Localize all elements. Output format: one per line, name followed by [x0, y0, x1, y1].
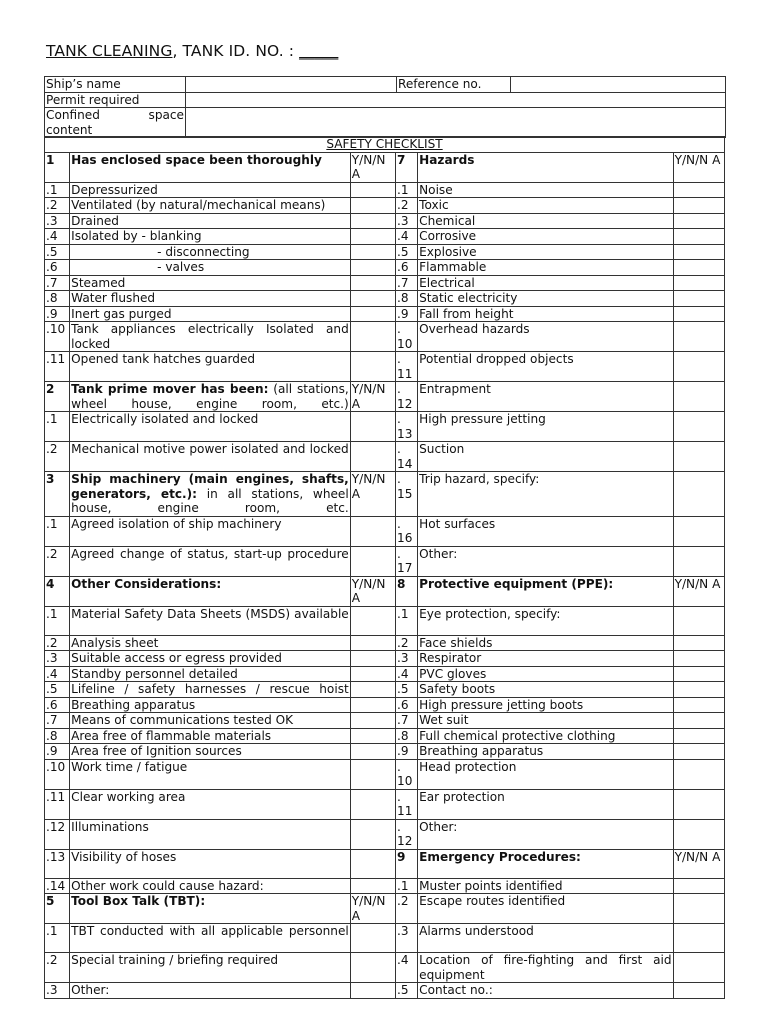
- checklist-row: [45, 744, 725, 760]
- item-number: .2: [45, 635, 70, 651]
- checklist-item: Hot surfaces: [418, 516, 673, 546]
- yn-answer-field[interactable]: [350, 306, 395, 322]
- item-number: . 10: [396, 759, 418, 789]
- yn-answer-field[interactable]: [673, 260, 724, 276]
- checklist-item: Face shields: [418, 635, 673, 651]
- section-title: [418, 576, 673, 606]
- reference-no-field[interactable]: [511, 77, 726, 93]
- checklist-item: Analysis sheet: [70, 635, 351, 651]
- checklist-row: [45, 306, 725, 322]
- checklist-row: [45, 516, 725, 546]
- checklist-item: Location of fire-fighting and first aid equipment: [419, 953, 672, 982]
- checklist-item: Drained: [70, 213, 351, 229]
- item-number: .13: [45, 849, 70, 878]
- checklist-title: SAFETY CHECKLIST: [45, 137, 725, 153]
- yn-answer-field[interactable]: [673, 651, 724, 667]
- checklist-item: Agreed change of status, start-up procedure: [70, 546, 351, 576]
- yn-answer-field[interactable]: [350, 651, 395, 667]
- checklist-row: [45, 635, 725, 651]
- checklist-item: Depressurized: [70, 182, 351, 198]
- item-number: .4: [396, 229, 418, 245]
- checklist-row: [45, 213, 725, 229]
- section-title: [70, 382, 351, 412]
- checklist-item: - valves: [70, 260, 351, 276]
- item-number: . 12: [396, 819, 418, 849]
- item-number: . 16: [396, 516, 418, 546]
- item-number: .8: [396, 291, 418, 307]
- checklist-item: Trip hazard, specify:: [418, 472, 673, 517]
- section-title-bold: Emergency Procedures:: [419, 849, 581, 864]
- yn-answer-field[interactable]: [350, 682, 395, 698]
- yn-answer-field[interactable]: [350, 322, 395, 352]
- item-number: .5: [45, 244, 70, 260]
- yn-answer-field[interactable]: [350, 819, 395, 849]
- section-title-bold: Hazards: [419, 152, 475, 167]
- yn-answer-field[interactable]: [350, 352, 395, 382]
- yn-answer-field[interactable]: [350, 744, 395, 760]
- checklist-item: Breathing apparatus: [418, 744, 673, 760]
- checklist-item: Fall from height: [418, 306, 673, 322]
- yn-answer-field[interactable]: [673, 275, 724, 291]
- yn-answer-field[interactable]: [673, 291, 724, 307]
- confined-space-label: Confined space content: [46, 108, 184, 137]
- checklist-row: [45, 697, 725, 713]
- yn-answer-field[interactable]: [350, 697, 395, 713]
- checklist-row: [45, 291, 725, 307]
- yn-answer-field[interactable]: [350, 244, 395, 260]
- yn-answer-field[interactable]: [350, 412, 395, 442]
- item-number: .3: [45, 983, 70, 999]
- item-number: . 15: [396, 472, 418, 517]
- yn-answer-field[interactable]: [673, 198, 724, 214]
- checklist-item: Potential dropped objects: [418, 352, 673, 382]
- checklist-item: Steamed: [70, 275, 351, 291]
- checklist-item: Mechanical motive power isolated and locked: [70, 442, 351, 472]
- checklist-item: High pressure jetting: [418, 412, 673, 442]
- checklist-row: [45, 198, 725, 214]
- document-title: [46, 42, 338, 60]
- section-number: 2: [45, 382, 70, 412]
- section-number: 9: [396, 849, 418, 878]
- checklist-item: Means of communications tested OK: [70, 713, 351, 729]
- title-rest: , TANK ID. NO. :: [172, 42, 300, 60]
- item-number: .3: [396, 924, 418, 953]
- yn-answer-field[interactable]: [350, 516, 395, 546]
- section-title: [70, 576, 351, 606]
- yn-answer-field[interactable]: [673, 819, 724, 849]
- section-title-bold: Protective equipment (PPE):: [419, 576, 614, 591]
- section-title: [70, 894, 351, 924]
- checklist-row: [45, 606, 725, 635]
- checklist-item: Breathing apparatus: [70, 697, 351, 713]
- checklist-item: Safety boots: [418, 682, 673, 698]
- checklist-item: High pressure jetting boots: [418, 697, 673, 713]
- checklist-item: Full chemical protective clothing: [418, 728, 673, 744]
- item-number: .9: [396, 306, 418, 322]
- checklist-item: Escape routes identified: [418, 894, 673, 924]
- checklist-item: Other:: [418, 819, 673, 849]
- yn-answer-field[interactable]: [673, 546, 724, 576]
- section-title: [70, 152, 351, 182]
- item-number: .3: [45, 651, 70, 667]
- item-number: .2: [45, 442, 70, 472]
- yn-answer-field[interactable]: [673, 744, 724, 760]
- checklist-item: Standby personnel detailed: [70, 666, 351, 682]
- checklist-row: [45, 275, 725, 291]
- checklist-item: Respirator: [418, 651, 673, 667]
- yn-answer-field[interactable]: [673, 442, 724, 472]
- item-number: .2: [45, 198, 70, 214]
- checklist-item: Toxic: [418, 198, 673, 214]
- yn-answer-field[interactable]: [673, 953, 724, 983]
- checklist-item: Corrosive: [418, 229, 673, 245]
- checklist-item: Contact no.:: [418, 983, 673, 999]
- item-number: .2: [396, 894, 418, 924]
- checklist-item: Lifeline / safety harnesses / rescue hoist: [71, 682, 349, 696]
- section-number: 1: [45, 152, 70, 182]
- checklist-row: [45, 260, 725, 276]
- checklist-item: Overhead hazards: [418, 322, 673, 352]
- yn-answer-field[interactable]: [350, 198, 395, 214]
- item-number: .5: [396, 244, 418, 260]
- yn-answer-field[interactable]: [350, 182, 395, 198]
- checklist-row: [45, 412, 725, 442]
- permit-required-field[interactable]: [186, 92, 726, 108]
- item-number: . 12: [396, 382, 418, 412]
- ships-name-label: Ship’s name: [45, 77, 186, 93]
- item-number: . 13: [396, 412, 418, 442]
- item-number: .5: [396, 983, 418, 999]
- checklist-item: Wet suit: [418, 713, 673, 729]
- yn-header: Y/N/N A: [350, 894, 395, 924]
- yn-answer-field[interactable]: [350, 275, 395, 291]
- section-title: [418, 152, 673, 182]
- checklist-item: Chemical: [418, 213, 673, 229]
- tank-id-blank[interactable]: _____: [299, 42, 339, 60]
- section-number: 3: [45, 472, 70, 517]
- confined-space-field[interactable]: [186, 108, 726, 138]
- checklist-row: [45, 924, 725, 953]
- yn-answer-field[interactable]: [673, 713, 724, 729]
- checklist-item: Work time / fatigue: [70, 759, 351, 789]
- yn-answer-field[interactable]: [673, 983, 724, 999]
- checklist-item: Agreed isolation of ship machinery: [70, 516, 351, 546]
- yn-answer-field[interactable]: [350, 546, 395, 576]
- checklist-item: Other:: [418, 546, 673, 576]
- item-number: . 17: [396, 546, 418, 576]
- item-number: .7: [45, 275, 70, 291]
- yn-header: Y/N/N A: [350, 472, 395, 517]
- yn-answer-field[interactable]: [350, 606, 395, 635]
- item-number: .2: [396, 635, 418, 651]
- yn-answer-field[interactable]: [673, 682, 724, 698]
- item-number: .6: [45, 697, 70, 713]
- checklist-item: Inert gas purged: [70, 306, 351, 322]
- checklist-item: Electrical: [418, 275, 673, 291]
- yn-header: Y/N/N A: [350, 152, 395, 182]
- yn-answer-field[interactable]: [350, 635, 395, 651]
- checklist-row: [45, 983, 725, 999]
- checklist-item: Area free of Ignition sources: [70, 744, 351, 760]
- ships-name-field[interactable]: [186, 77, 397, 93]
- yn-answer-field[interactable]: [350, 759, 395, 789]
- yn-answer-field[interactable]: [673, 635, 724, 651]
- checklist-item: Alarms understood: [418, 924, 673, 953]
- section-number: 5: [45, 894, 70, 924]
- yn-answer-field[interactable]: [673, 182, 724, 198]
- yn-answer-field[interactable]: [673, 322, 724, 352]
- section-title: [418, 849, 673, 878]
- checklist-item: Ventilated (by natural/mechanical means): [70, 198, 351, 214]
- checklist-item: Suitable access or egress provided: [70, 651, 351, 667]
- title-main: TANK CLEANING: [46, 42, 173, 60]
- checklist-row: [45, 229, 725, 245]
- section-title-note: in all stations, wheel house, engine room, etc.: [71, 486, 349, 515]
- yn-answer-field[interactable]: [350, 260, 395, 276]
- yn-answer-field[interactable]: [673, 666, 724, 682]
- item-number: .1: [45, 606, 70, 635]
- checklist-item: Muster points identified: [418, 878, 673, 894]
- checklist-item: Head protection: [418, 759, 673, 789]
- checklist-item: Noise: [418, 182, 673, 198]
- yn-answer-field[interactable]: [673, 924, 724, 953]
- item-number: .12: [45, 819, 70, 849]
- checklist-item: Material Safety Data Sheets (MSDS) available: [70, 606, 351, 635]
- yn-answer-field[interactable]: [350, 713, 395, 729]
- item-number: .5: [45, 682, 70, 698]
- yn-answer-field[interactable]: [673, 606, 724, 635]
- yn-answer-field[interactable]: [673, 472, 724, 517]
- item-number: . 11: [396, 352, 418, 382]
- checklist-item: Water flushed: [70, 291, 351, 307]
- item-number: .3: [396, 213, 418, 229]
- checklist-item: PVC gloves: [418, 666, 673, 682]
- yn-answer-field[interactable]: [673, 229, 724, 245]
- yn-answer-field[interactable]: [673, 306, 724, 322]
- yn-answer-field[interactable]: [350, 666, 395, 682]
- checklist-row: [45, 182, 725, 198]
- checklist-row: [45, 759, 725, 789]
- checklist-row: [45, 352, 725, 382]
- yn-header: Y/N/N A: [350, 576, 395, 606]
- item-number: . 14: [396, 442, 418, 472]
- item-number: .14: [45, 878, 70, 894]
- item-number: .6: [396, 697, 418, 713]
- checklist-item: - disconnecting: [70, 244, 351, 260]
- section-title-bold: Other Considerations:: [71, 576, 222, 591]
- yn-answer-field[interactable]: [673, 352, 724, 382]
- yn-header: Y/N/N A: [673, 576, 724, 606]
- header-table: [44, 76, 726, 138]
- yn-answer-field[interactable]: [350, 849, 395, 878]
- checklist-row: [45, 666, 725, 682]
- checklist-item: Isolated by - blanking: [70, 229, 351, 245]
- section-title-bold: Ship machinery (main engines, shafts, generators, etc.):: [71, 472, 349, 501]
- yn-answer-field[interactable]: [673, 516, 724, 546]
- checklist-item: Suction: [418, 442, 673, 472]
- yn-header: Y/N/N A: [673, 152, 724, 182]
- item-number: .5: [396, 682, 418, 698]
- checklist-item: Electrically isolated and locked: [70, 412, 351, 442]
- checklist-item: Area free of flammable materials: [70, 728, 351, 744]
- yn-answer-field[interactable]: [350, 789, 395, 819]
- checklist-row: [45, 713, 725, 729]
- item-number: .4: [45, 666, 70, 682]
- item-number: .1: [45, 412, 70, 442]
- item-number: .4: [45, 229, 70, 245]
- yn-answer-field[interactable]: [350, 229, 395, 245]
- checklist-item: Clear working area: [70, 789, 351, 819]
- yn-header: Y/N/N A: [673, 849, 724, 878]
- item-number: .1: [45, 182, 70, 198]
- yn-answer-field[interactable]: [673, 759, 724, 789]
- yn-answer-field[interactable]: [350, 953, 395, 983]
- item-number: .1: [45, 516, 70, 546]
- item-number: .8: [45, 728, 70, 744]
- yn-answer-field[interactable]: [673, 382, 724, 412]
- yn-answer-field[interactable]: [673, 878, 724, 894]
- checklist-item: Eye protection, specify:: [418, 606, 673, 635]
- checklist-row: [45, 728, 725, 744]
- item-number: . 11: [396, 789, 418, 819]
- yn-answer-field[interactable]: [673, 213, 724, 229]
- item-number: .10: [45, 759, 70, 789]
- checklist-item: Special training / briefing required: [70, 953, 351, 983]
- checklist-row: [45, 953, 725, 983]
- checklist-item: Other:: [70, 983, 351, 999]
- checklist-item: Flammable: [418, 260, 673, 276]
- checklist-row: [45, 152, 725, 182]
- item-number: .2: [45, 953, 70, 983]
- checklist-row: [45, 651, 725, 667]
- checklist-row: [45, 576, 725, 606]
- item-number: .1: [396, 182, 418, 198]
- checklist-row: [45, 819, 725, 849]
- checklist-row: [45, 849, 725, 878]
- item-number: .10: [45, 322, 70, 352]
- checklist-item: Static electricity: [418, 291, 673, 307]
- item-number: .3: [396, 651, 418, 667]
- section-title-bold: Tank prime mover has been:: [71, 382, 269, 396]
- yn-answer-field[interactable]: [673, 697, 724, 713]
- yn-answer-field[interactable]: [350, 983, 395, 999]
- checklist-row: [45, 244, 725, 260]
- item-number: .8: [396, 728, 418, 744]
- yn-answer-field[interactable]: [673, 894, 724, 924]
- checklist-row: [45, 382, 725, 412]
- checklist-item: Entrapment: [418, 382, 673, 412]
- checklist-row: [45, 894, 725, 924]
- checklist-item: Ear protection: [418, 789, 673, 819]
- item-number: .6: [45, 260, 70, 276]
- yn-answer-field[interactable]: [673, 244, 724, 260]
- section-number: 7: [396, 152, 418, 182]
- item-number: .7: [396, 275, 418, 291]
- checklist-row: [45, 789, 725, 819]
- item-number: .2: [396, 198, 418, 214]
- item-number: .4: [396, 666, 418, 682]
- yn-answer-field[interactable]: [350, 728, 395, 744]
- safety-checklist-table: [44, 136, 725, 999]
- item-number: .7: [396, 713, 418, 729]
- section-title: [70, 472, 351, 517]
- checklist-item: Visibility of hoses: [70, 849, 351, 878]
- yn-answer-field[interactable]: [350, 878, 395, 894]
- yn-answer-field[interactable]: [350, 291, 395, 307]
- yn-answer-field[interactable]: [673, 412, 724, 442]
- yn-answer-field[interactable]: [350, 924, 395, 953]
- item-number: .7: [45, 713, 70, 729]
- item-number: .9: [45, 744, 70, 760]
- yn-answer-field[interactable]: [673, 789, 724, 819]
- yn-header: Y/N/N A: [350, 382, 395, 412]
- section-title-bold: Has enclosed space been thoroughly: [71, 152, 322, 167]
- item-number: .11: [45, 352, 70, 382]
- section-title-note: (all stations, wheel house, engine room, etc.): [71, 382, 349, 411]
- checklist-title-row: [45, 137, 725, 153]
- item-number: .1: [45, 924, 70, 953]
- item-number: .3: [45, 213, 70, 229]
- checklist-row: [45, 878, 725, 894]
- section-title-bold: Tool Box Talk (TBT):: [71, 894, 206, 908]
- section-number: 8: [396, 576, 418, 606]
- item-number: .8: [45, 291, 70, 307]
- checklist-row: [45, 682, 725, 698]
- checklist-item: TBT conducted with all applicable personnel: [70, 924, 351, 953]
- item-number: .4: [396, 953, 418, 983]
- item-number: . 10: [396, 322, 418, 352]
- yn-answer-field[interactable]: [350, 213, 395, 229]
- permit-required-label: Permit required: [45, 92, 186, 108]
- item-number: .2: [45, 546, 70, 576]
- checklist-item: Other work could cause hazard:: [70, 878, 351, 894]
- reference-no-label: Reference no.: [397, 77, 511, 93]
- checklist-row: [45, 472, 725, 517]
- section-number: 4: [45, 576, 70, 606]
- checklist-item: Illuminations: [70, 819, 351, 849]
- item-number: .11: [45, 789, 70, 819]
- checklist-row: [45, 546, 725, 576]
- yn-answer-field[interactable]: [673, 728, 724, 744]
- item-number: .9: [45, 306, 70, 322]
- item-number: .6: [396, 260, 418, 276]
- yn-answer-field[interactable]: [350, 442, 395, 472]
- checklist-item: Opened tank hatches guarded: [70, 352, 351, 382]
- checklist-row: [45, 322, 725, 352]
- item-number: .9: [396, 744, 418, 760]
- checklist-item: Tank appliances electrically Isolated and locked: [71, 322, 349, 351]
- item-number: .1: [396, 606, 418, 635]
- checklist-row: [45, 442, 725, 472]
- item-number: .1: [396, 878, 418, 894]
- checklist-item: Explosive: [418, 244, 673, 260]
